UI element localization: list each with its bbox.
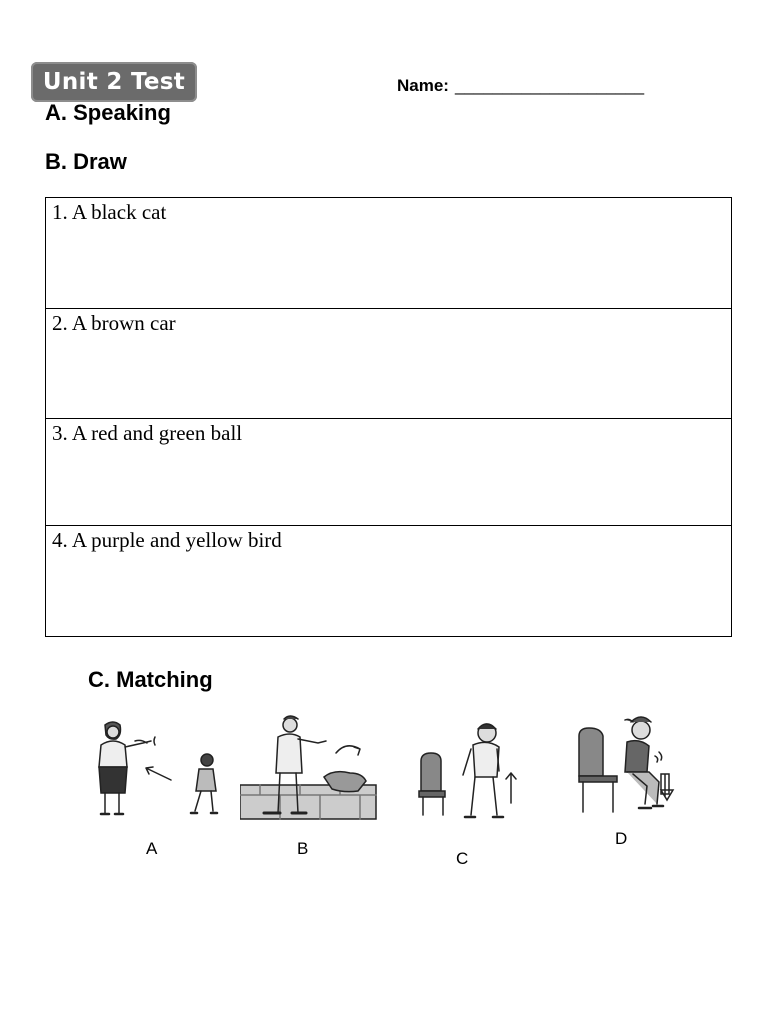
name-label: Name: xyxy=(397,76,449,95)
girl-sitting-down-illustration xyxy=(575,712,685,822)
table-row xyxy=(46,526,732,637)
table-row xyxy=(46,198,732,309)
man-throwing-dog-illustration xyxy=(240,713,380,823)
draw-cell-2: 2. A brown car xyxy=(46,309,732,419)
section-speaking-heading: A. Speaking xyxy=(45,100,171,125)
picture-label-a: A xyxy=(146,839,158,858)
section-matching-heading: C. Matching xyxy=(88,667,213,692)
draw-table xyxy=(45,197,732,637)
table-row xyxy=(46,309,732,419)
test-title-badge: Unit 2 Test xyxy=(31,62,197,102)
draw-cell-4: 4. A purple and yellow bird xyxy=(46,526,732,637)
picture-label-d: D xyxy=(615,829,628,848)
table-row xyxy=(46,419,732,526)
name-field xyxy=(397,76,644,96)
picture-label-c: C xyxy=(456,849,469,868)
name-blank: ____________________ xyxy=(454,76,645,95)
boy-standing-up-illustration xyxy=(415,715,525,825)
draw-cell-3: 3. A red and green ball xyxy=(46,419,732,526)
draw-cell-1: 1. A black cat xyxy=(46,198,732,309)
woman-calling-child-illustration xyxy=(85,715,225,820)
picture-label-b: B xyxy=(297,839,309,858)
section-draw-heading: B. Draw xyxy=(45,149,127,174)
